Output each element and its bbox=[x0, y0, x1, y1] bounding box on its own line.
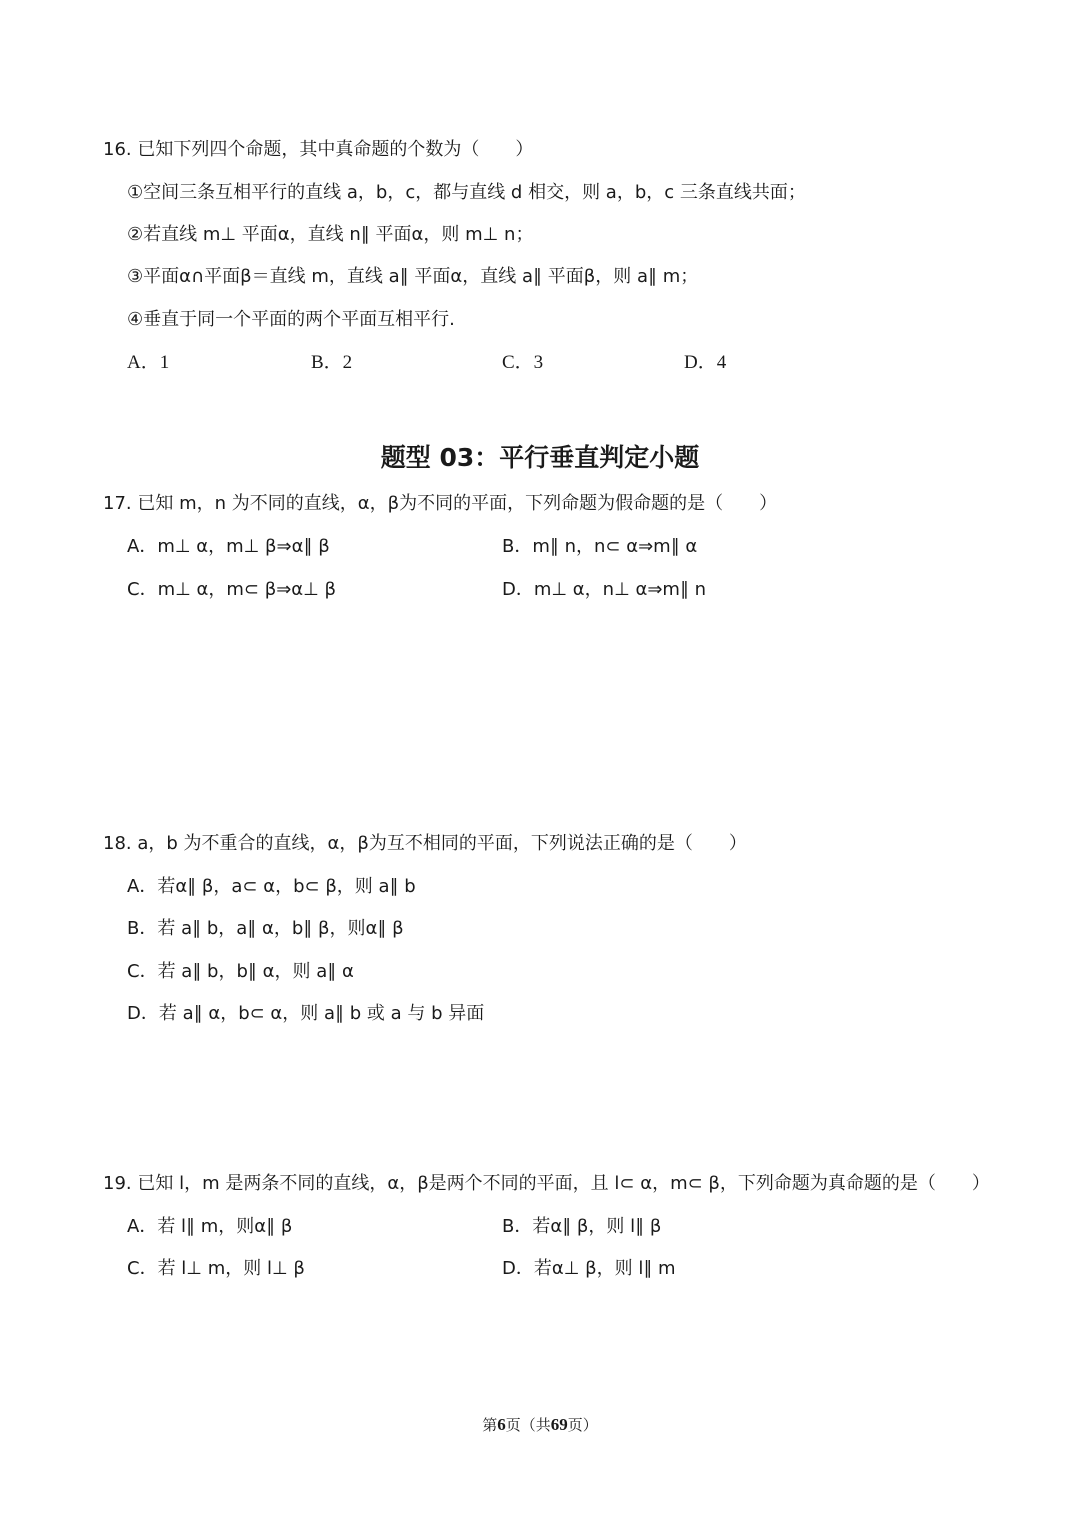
page-footer bbox=[0, 1414, 1080, 1435]
q16-item-2: ②若直线 m⊥ 平面α，直线 n∥ 平面α，则 m⊥ n； bbox=[127, 224, 534, 245]
q18-option-b: B．若 a∥ b，a∥ α，b∥ β，则α∥ β bbox=[127, 918, 404, 939]
q16-item-4: ④垂直于同一个平面的两个平面互相平行. bbox=[127, 309, 455, 330]
q16-stem: 16. 已知下列四个命题，其中真命题的个数为（ ） bbox=[103, 139, 534, 160]
q16-option-c: C．3 bbox=[502, 352, 544, 373]
q19-option-b: B．若α∥ β，则 l∥ β bbox=[502, 1216, 662, 1237]
q16-option-b: B．2 bbox=[311, 352, 353, 373]
q16-item-3: ③平面α∩平面β＝直线 m，直线 a∥ 平面α，直线 a∥ 平面β，则 a∥ m； bbox=[127, 266, 699, 287]
q19-option-c: C．若 l⊥ m，则 l⊥ β bbox=[127, 1258, 305, 1279]
q17-stem: 17. 已知 m，n 为不同的直线，α，β为不同的平面，下列命题为假命题的是（ ） bbox=[103, 493, 778, 514]
footer-total-pages: 69 bbox=[550, 1415, 568, 1434]
q19-option-a: A．若 l∥ m，则α∥ β bbox=[127, 1216, 293, 1237]
q16-option-d: D．4 bbox=[684, 352, 727, 373]
footer-middle: 页（共 bbox=[505, 1416, 551, 1434]
section-title: 题型 03：平行垂直判定小题 bbox=[380, 443, 700, 472]
q17-option-c: C．m⊥ α，m⊂ β⇒α⊥ β bbox=[127, 579, 337, 600]
footer-prefix: 第 bbox=[482, 1416, 498, 1434]
q17-option-b: B．m∥ n，n⊂ α⇒m∥ α bbox=[502, 536, 698, 557]
q17-option-a: A．m⊥ α，m⊥ β⇒α∥ β bbox=[127, 536, 330, 557]
q19-option-d: D．若α⊥ β，则 l∥ m bbox=[502, 1258, 676, 1279]
footer-page-number: 6 bbox=[497, 1415, 506, 1434]
q18-option-c: C．若 a∥ b，b∥ α，则 a∥ α bbox=[127, 961, 354, 982]
q16-item-1: ①空间三条互相平行的直线 a，b，c，都与直线 d 相交，则 a，b，c 三条直线共面； bbox=[127, 182, 806, 203]
q18-option-d: D．若 a∥ α，b⊂ α，则 a∥ b 或 a 与 b 异面 bbox=[127, 1003, 485, 1024]
q17-option-d: D．m⊥ α，n⊥ α⇒m∥ n bbox=[502, 579, 707, 600]
q16-option-a: A．1 bbox=[127, 352, 170, 373]
q18-stem: 18. a，b 为不重合的直线，α，β为互不相同的平面，下列说法正确的是（ ） bbox=[103, 833, 747, 854]
q18-option-a: A．若α∥ β，a⊂ α，b⊂ β，则 a∥ b bbox=[127, 876, 416, 897]
footer-suffix: 页） bbox=[567, 1416, 598, 1434]
q19-stem: 19. 已知 l，m 是两条不同的直线，α，β是两个不同的平面，且 l⊂ α，m⊂ β，下列命题为真命题的是（ ） bbox=[103, 1173, 990, 1194]
